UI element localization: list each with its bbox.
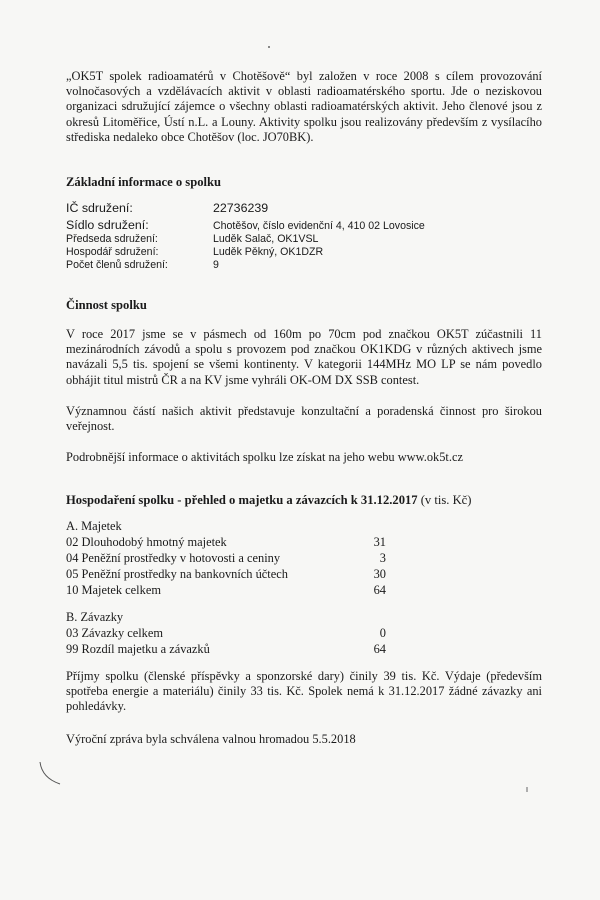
info-row-predseda [66,233,526,246]
info-row-ic [66,201,526,214]
row-label: 05 Peněžní prostředky na bankovních účtech [66,567,288,581]
scan-speck [524,786,530,794]
info-value: Luděk Pěkný, OK1DZR [213,246,324,258]
row-value: 31 [373,535,386,549]
liability-row [66,626,386,641]
scan-speck [266,44,272,50]
assets-title [66,519,386,534]
row-value: 30 [373,567,386,581]
row-label: 10 Majetek celkem [66,583,161,597]
asset-row [66,583,386,598]
asset-row [66,551,386,566]
info-row-pocet-clenu [66,259,526,272]
liabilities-title [66,610,386,625]
row-label: 04 Peněžní prostředky v hotovosti a ceniny [66,551,281,565]
info-label: Sídlo sdružení: [66,218,149,232]
liability-row [66,642,386,657]
row-value: 0 [379,626,386,640]
info-label: Předseda sdružení: [66,233,158,245]
info-row-hospodar [66,246,526,259]
row-label: 02 Dlouhodobý hmotný majetek [66,535,227,549]
info-value: Luděk Salač, OK1VSL [213,233,319,245]
info-label: Počet členů sdružení: [66,259,168,271]
info-row-sidlo [66,218,526,231]
info-label: IČ sdružení: [66,201,133,215]
row-value: 3 [379,551,386,565]
row-value: 64 [373,583,386,597]
activity-paragraph-2: Významnou částí našich aktivit představuje konzultační a poradenská činnost pro širokou veřejnost. [66,404,542,434]
activity-heading: Činnost spolku [66,298,147,312]
info-value: Chotěšov, číslo evidenční 4, 410 02 Lovosice [213,220,425,232]
basic-info-heading: Základní informace o spolku [66,175,222,189]
activity-paragraph-3: Podrobnější informace o aktivitách spolku lze získat na jeho webu www.ok5t.cz [66,450,463,464]
approval-note: Výroční zpráva byla schválena valnou hromadou 5.5.2018 [66,732,356,746]
section-title: B. Závazky [66,610,124,624]
row-label: 03 Závazky celkem [66,626,164,640]
info-value: 9 [213,259,219,271]
asset-row [66,567,386,582]
finance-heading [66,493,542,508]
activity-paragraph-1: V roce 2017 jsme se v pásmech od 160m po 70cm pod značkou OK5T zúčastnili 11 mezinárodních závodů a spolu s provozem pod značkou OK1KDG v různých aktivech jsme navázali 5,5 tis. spojení se všemi kontinenty. V kategorii 144MHz MO LP se nám povedlo obhájit titul mistrů ČR a na KV jsme vyhráli OK-OM DX SSB contest. [66,327,542,387]
row-label: 99 Rozdíl majetku a závazků [66,642,210,656]
finance-summary: Příjmy spolku (členské příspěvky a sponzorské dary) činily 39 tis. Kč. Výdaje (především spotřeba energie a materiálu) činily 33 tis. Kč. Spolek nemá k 31.12.2017 žádné závazky ani pohledávky. [66,669,542,714]
finance-heading-bold: Hospodaření spolku - přehled o majetku a závazcích k 31.12.2017 [66,493,418,507]
section-title: A. Majetek [66,519,122,533]
row-value: 64 [373,642,386,656]
scan-mark [36,758,66,788]
asset-row [66,535,386,550]
finance-heading-unit: (v tis. Kč) [417,493,472,507]
info-label: Hospodář sdružení: [66,246,159,258]
info-value: 22736239 [213,201,269,215]
intro-paragraph: „OK5T spolek radioamatérů v Chotěšově“ byl založen v roce 2008 s cílem provozování volnočasových a vzdělávacích aktivit v oblasti radioamatérského sportu. Jde o neziskovou organizaci sdružující zájemce o všechny oblasti radioamatérských aktivit. Jeho členové jsou z okresů Litoměřice, Ústí n.L. a Louny. Aktivity spolku jsou realizovány především z vysílacího střediska nedaleko obce Chotěšov (loc. JO70BK). [66,69,542,144]
